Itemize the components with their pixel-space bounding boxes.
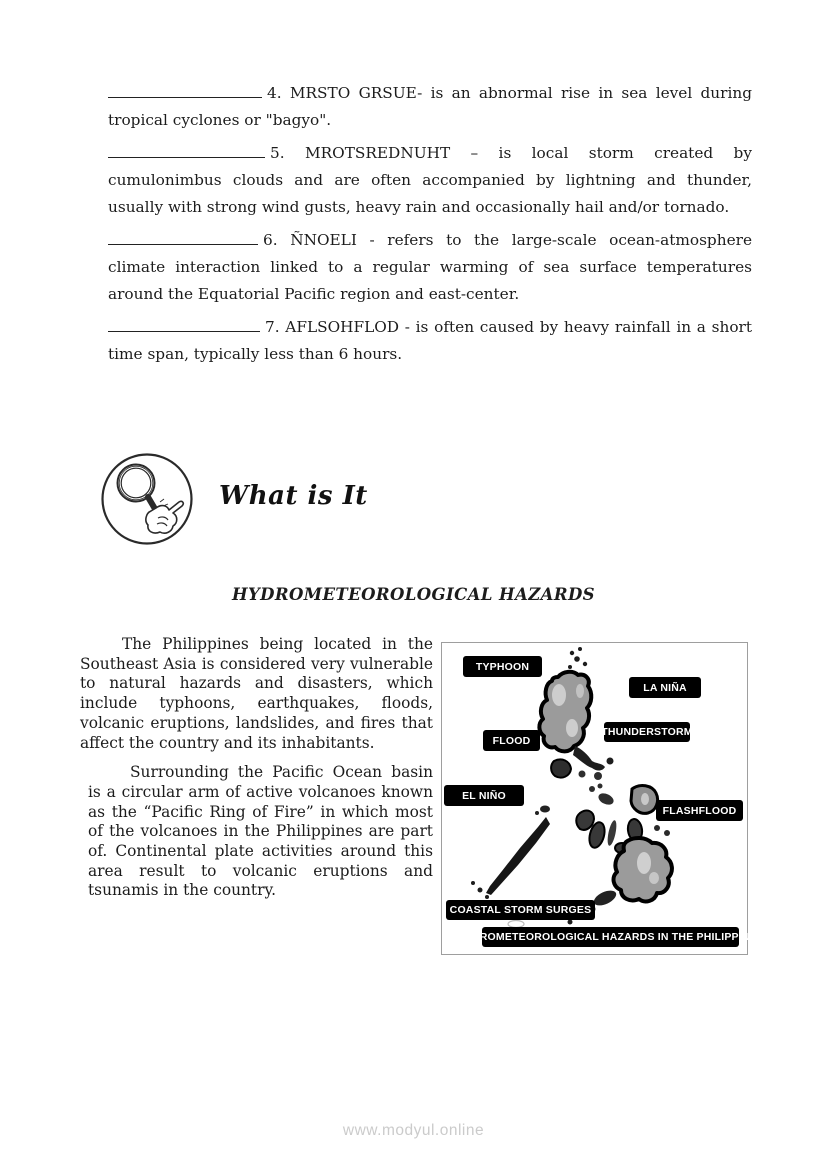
quiz-item-6	[108, 227, 752, 308]
quiz-item-4	[108, 80, 752, 134]
quiz-item-5	[108, 140, 752, 221]
quiz-item-text: 5. MROTSREDNUHT – is local storm created by cumulonimbus clouds and are often accompanied by lightning and thunder, usually with strong wind gusts, heavy rain and occasionally hail and/or tornado.	[108, 144, 752, 216]
answer-blank	[108, 84, 262, 98]
paragraph: Surrounding the Pacific Ocean basin is a circular arm of active volcanoes known as the “Pacific Ring of Fire” in which most of the volcanoes in the Philippines are part of. Continental plate activities around this area result to volcanic eruptions and tsunamis in the country.	[88, 763, 433, 900]
map-label-la-nina: LA NIÑA	[629, 677, 701, 698]
magnifying-glass-icon	[100, 452, 194, 546]
article-body	[80, 635, 433, 901]
answer-blank	[108, 318, 260, 332]
map-label-flood: FLOOD	[483, 730, 540, 751]
answer-blank	[108, 144, 265, 158]
map-label-coastal-storm-surges: COASTAL STORM SURGES	[446, 900, 595, 920]
quiz-items	[108, 80, 752, 374]
answer-blank	[108, 231, 258, 245]
map-caption: HYDROMETEOROLOGICAL HAZARDS IN THE PHILIPPINES	[482, 927, 739, 947]
map-label-thunderstorm: THUNDERSTORM	[604, 722, 690, 742]
paragraph: The Philippines being located in the Southeast Asia is considered very vulnerable to natural hazards and disasters, which include typhoons, earthquakes, floods, volcanic eruptions, landslides, and fires that affect the country and its inhabitants.	[80, 635, 433, 752]
quiz-item-text: 7. AFLSOHFLOD - is often caused by heavy rainfall in a short time span, typically less than 6 hours.	[108, 318, 752, 363]
quiz-item-7	[108, 314, 752, 368]
article-heading: HYDROMETEOROLOGICAL HAZARDS	[232, 585, 595, 604]
map-label-typhoon: TYPHOON	[463, 656, 542, 677]
section-title: What is It	[219, 481, 368, 511]
map-label-el-nino: EL NIÑO	[444, 785, 524, 806]
map-label-flashflood: FLASHFLOOD	[656, 800, 743, 821]
quiz-item-text: 4. MRSTO GRSUE- is an abnormal rise in sea level during tropical cyclones or "bagyo".	[108, 84, 752, 129]
watermark: www.modyul.online	[342, 1122, 485, 1139]
philippines-hazard-map	[441, 642, 765, 955]
quiz-item-text: 6. ÑNOELI - refers to the large-scale ocean-atmosphere climate interaction linked to a regular warming of sea surface temperatures around the Equatorial Pacific region and east-center.	[108, 231, 752, 303]
